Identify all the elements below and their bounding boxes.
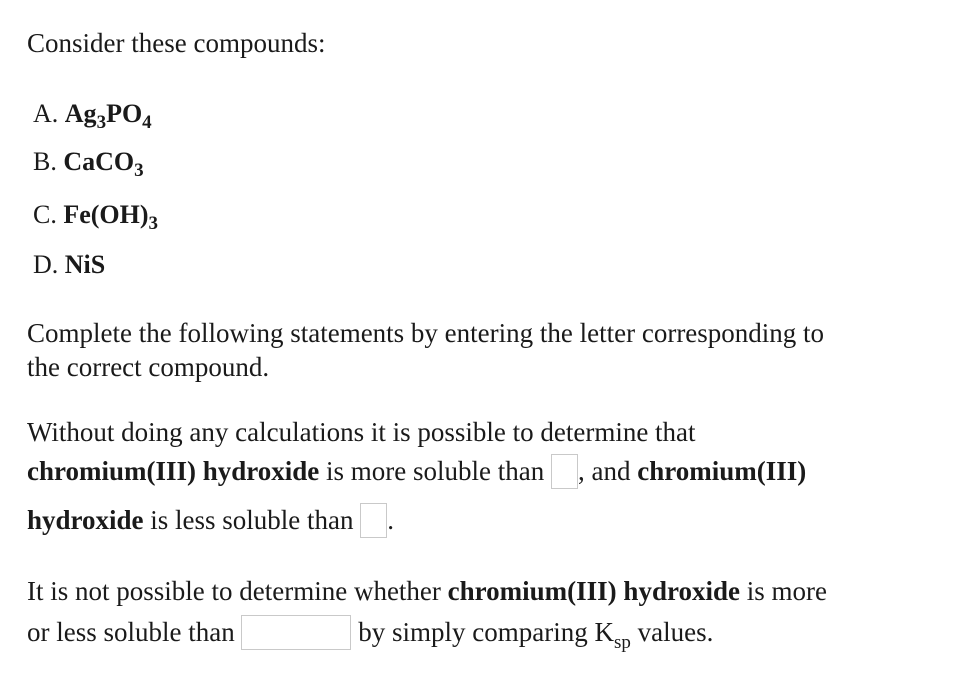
statement2-line-2: or less soluble than by simply comparing $K_{sp}$ values. — [27, 616, 713, 650]
instructions-line-2: the correct compound. — [27, 352, 270, 382]
option-letter: B. — [33, 147, 57, 176]
option-letter: D. — [33, 250, 59, 279]
compound-option-b — [33, 146, 144, 181]
compound-formula: NiS — [64, 250, 106, 279]
option-letter: C. — [33, 200, 57, 229]
compound-option-c — [33, 199, 159, 234]
more-soluble-answer-input[interactable] — [551, 454, 578, 489]
compound-formula: $Fe(OH)_3$ — [63, 200, 159, 234]
subject2-text: chromium(III) — [637, 456, 807, 486]
statement1-line-2: chromium(III) hydroxide is more soluble than , and chromium(III) — [27, 455, 806, 489]
cannot-determine-answer-input[interactable] — [241, 615, 351, 650]
compound-formula: CaCO$_3$ — [63, 147, 144, 181]
compound-formula: $Ag_3PO_4$ — [64, 99, 152, 133]
compound-option-a — [33, 98, 152, 133]
subject2-cont-text: hydroxide — [27, 505, 144, 535]
subject-text: chromium(III) hydroxide — [27, 456, 320, 486]
subject-text: chromium(III) hydroxide — [447, 576, 740, 606]
statement2-line-1: It is not possible to determine whether chromium(III) hydroxide is more — [27, 576, 827, 606]
statement1-line-1: Without doing any calculations it is possible to determine that — [27, 417, 696, 447]
less-soluble-answer-input[interactable] — [360, 503, 387, 538]
ksp-subscript: sp — [613, 632, 631, 653]
instructions-line-1: Complete the following statements by entering the letter corresponding to — [27, 318, 825, 348]
intro-text: Consider these compounds: — [27, 28, 326, 58]
statement1-line-3: hydroxide is less soluble than . — [27, 504, 394, 538]
compound-option-d — [33, 249, 105, 281]
option-letter: A. — [33, 99, 59, 128]
